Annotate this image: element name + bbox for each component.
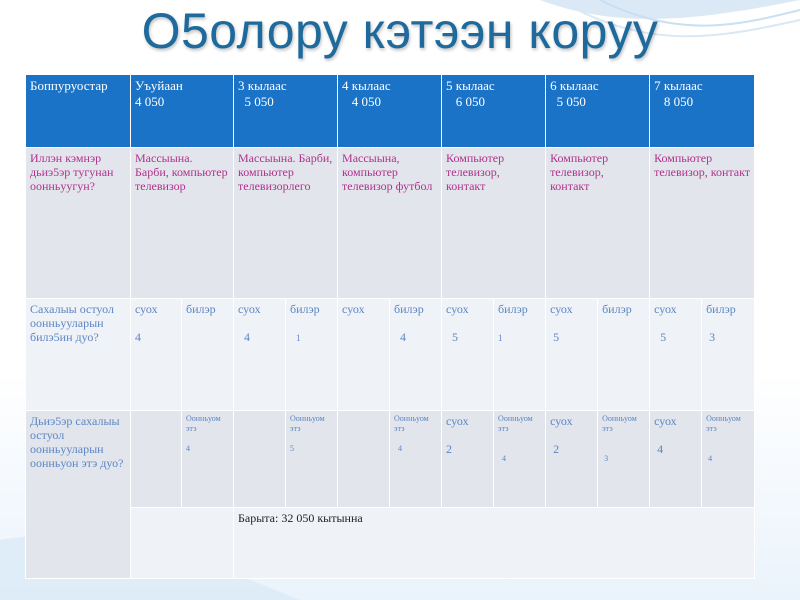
yes-cell: Оонньуом этэ 5 xyxy=(286,411,338,508)
empty-cell xyxy=(131,508,234,579)
header-col-5: 7 кылаас 8 050 xyxy=(650,75,755,148)
no-cell: суох 4 xyxy=(234,299,286,411)
question-2-label: Сахалыы остуол оонньууларын билэ5ин дуо? xyxy=(26,299,131,411)
yes-cell: билэр xyxy=(182,299,234,411)
answer-cell: Компьютер телевизор, контакт xyxy=(546,148,650,299)
question-3-label: Дьиэ5эр сахалыы остуол оонньууларын оонньуон этэ дуо? xyxy=(26,411,131,579)
no-cell: суох xyxy=(338,299,390,411)
no-cell xyxy=(234,411,286,508)
header-col-1: 3 кылаас 5 050 xyxy=(234,75,338,148)
yes-cell: Оонньуом этэ 4 xyxy=(702,411,755,508)
yes-cell: Оонньуом этэ 3 xyxy=(598,411,650,508)
yes-cell: билэр 3 xyxy=(702,299,755,411)
page-title: О5олору кэтээн коруу xyxy=(141,3,659,59)
no-cell: суох 5 xyxy=(650,299,702,411)
question-1-label: Иллэн кэмнэр дьиэ5эр тугунан оонньуугун? xyxy=(26,148,131,299)
yes-cell: билэр 1 xyxy=(286,299,338,411)
yes-cell: Оонньуом этэ 4 xyxy=(390,411,442,508)
no-cell: суох 4 xyxy=(131,299,182,411)
answer-cell: Массыына. Барби, компьютер телевизорлего xyxy=(234,148,338,299)
no-cell xyxy=(131,411,182,508)
no-cell: суох 2 xyxy=(546,411,598,508)
header-row xyxy=(26,75,755,148)
question-row-1 xyxy=(26,148,755,299)
no-cell: суох 5 xyxy=(546,299,598,411)
yes-cell: Оонньуом этэ 4 xyxy=(182,411,234,508)
answer-cell: Компьютер телевизор, контакт xyxy=(650,148,755,299)
survey-table xyxy=(25,74,755,579)
yes-cell: билэр 1 xyxy=(494,299,546,411)
header-col-3: 5 кылаас 6 050 xyxy=(442,75,546,148)
no-cell: суох 2 xyxy=(442,411,494,508)
yes-cell: билэр 4 xyxy=(390,299,442,411)
question-row-2 xyxy=(26,299,755,411)
no-cell: суох 5 xyxy=(442,299,494,411)
total-row xyxy=(26,508,755,579)
answer-cell: Массыына. Барби, компьютер телевизор xyxy=(131,148,234,299)
no-cell: суох 4 xyxy=(650,411,702,508)
answer-cell: Компьютер телевизор, контакт xyxy=(442,148,546,299)
header-col-2: 4 кылаас 4 050 xyxy=(338,75,442,148)
question-row-3 xyxy=(26,411,755,508)
yes-cell: билэр xyxy=(598,299,650,411)
yes-cell: Оонньуом этэ 4 xyxy=(494,411,546,508)
header-label: Боппуруостар xyxy=(26,75,131,148)
header-col-0: Уъуйаан 4 050 xyxy=(131,75,234,148)
header-col-4: 6 кылаас 5 050 xyxy=(546,75,650,148)
total-text: Барыта: 32 050 кытынна xyxy=(234,508,755,579)
answer-cell: Массыына, компьютер телевизор футбол xyxy=(338,148,442,299)
no-cell xyxy=(338,411,390,508)
